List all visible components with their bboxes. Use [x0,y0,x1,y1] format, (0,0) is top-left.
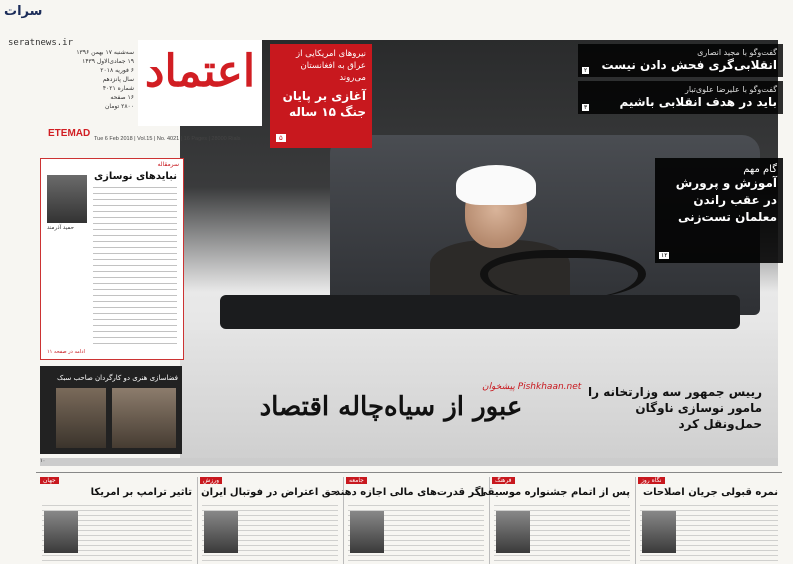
promo-photo [56,388,106,448]
bottom-column [197,477,342,564]
promo-box [40,366,182,454]
promo-photo [112,388,176,448]
column-photo [204,511,238,553]
gam-kicker: گام مهم [743,164,777,175]
column-headline: اگر قدرت‌های مالی اجازه دهند [334,487,484,498]
date-line: سال پانزدهم [102,76,134,83]
date-line: سه‌شنبه ۱۷ بهمن ۱۳۹۶ [76,49,134,56]
bottom-section [36,472,782,564]
section-tag: نگاه روز [638,477,665,484]
date-line: شماره ۴۰۲۱ [102,85,134,92]
red-main: آغازی بر پایان جنگ ۱۵ ساله [282,89,366,119]
bottom-column [635,477,782,564]
date-box [48,48,134,111]
masthead-logo: اعتماد [144,46,256,97]
red-headline-box [270,44,372,148]
latin-masthead: ETEMAD [48,128,91,139]
column-headline: پس از اتمام جشنواره موسیقی [477,487,630,498]
column-headline: نمره قبولی جریان اصلاحات [643,487,778,498]
promo-strip [40,458,778,466]
section-tag: فرهنگ [492,477,515,484]
author-photo [47,175,87,223]
lead-headline: عبور از سیاه‌چاله اقتصاد [259,392,523,422]
headline-item [578,81,783,114]
watermark-logo: سرات [4,4,43,19]
column-photo [350,511,384,553]
section-tag: ورزش [200,477,222,484]
editorial-column [40,158,184,360]
issue-info: Tue 6 Feb 2018 | Vol.15 | No. 4021 | 16 Pages | 28000 Rials [94,136,241,142]
top-right-headlines [578,44,783,118]
column-body [93,187,177,345]
section-tag: جامعه [346,477,367,484]
photo-credit: پیشخوان Pishkhaan.net [482,382,582,392]
bottom-column [38,477,196,564]
item-kicker: گفت‌وگو با مجید انصاری [697,48,777,57]
bottom-column [334,477,488,564]
item-title: انقلابی‌گری فحش دادن نیست [601,58,777,72]
column-photo [642,511,676,553]
column-title: نبایدهای نوسازی [94,171,177,182]
column-tag: سرمقاله [157,161,179,168]
steering-wheel [480,250,646,298]
author-name: حمید آذرمند [47,225,75,231]
watermark-url: seratnews.ir [8,38,74,48]
page-ref: ۵ [276,134,286,142]
lead-subhead: رییس جمهور سه وزارتخانه را مامور نوسازی ناوگان حمل‌و‌نقل کرد [588,385,762,431]
page-ref: ۱۲ [661,252,668,259]
date-line: ۶ فوریه ۲۰۱۸ [100,67,134,74]
column-photo [496,511,530,553]
date-line: ۲۸۰۰ تومان [104,103,134,110]
gam-box [655,158,783,263]
gam-title: آموزش و پرورش در عقب راندن معلمان تست‌زنی [675,176,777,224]
column-headline: تاثیر ترامپ بر امریکا [90,487,192,498]
red-kicker: نیروهای امریکایی از عراق به افغانستان می‌روند [295,49,366,83]
headline-item [578,44,783,77]
masthead [138,40,262,126]
page-ref: ۳ [584,104,588,111]
truck-grille [220,295,740,329]
date-line: ۱۶ صفحه [110,94,134,101]
turban-shape [456,165,536,205]
column-photo [44,511,78,553]
promo-title: فضاسازی هنری دو کارگردان صاحب سبک [57,374,178,382]
item-kicker: گفت‌وگو با علیرضا علوی‌تبار [684,85,777,94]
continued-link: ادامه در صفحه ۱۱ [47,349,85,355]
page-ref: ۲ [584,67,588,74]
item-title: باید در هدف انقلابی باشیم [619,95,777,109]
page-ref: ۱۰ [40,458,46,464]
column-headline: حق اعتراض در فوتبال ایران [201,487,338,498]
section-tag: جهان [40,477,59,484]
date-line: ۱۹ جمادی‌الاول ۱۴۳۹ [82,58,134,65]
bottom-column [477,477,634,564]
